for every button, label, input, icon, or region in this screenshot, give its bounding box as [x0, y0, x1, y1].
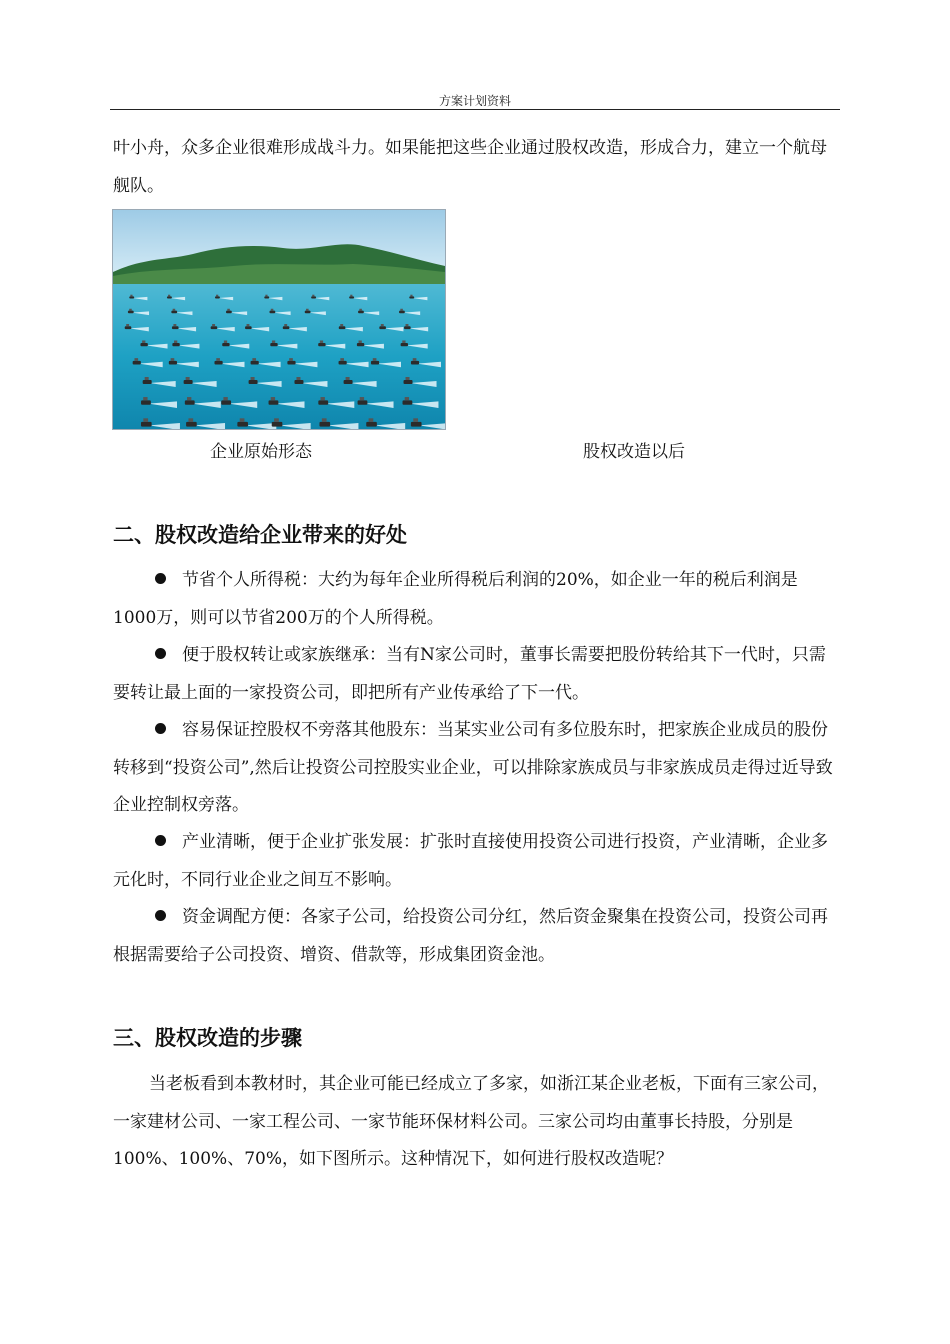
list-item-text: 资金调配方便：各家子公司，给投资公司分红，然后资金聚集在投资公司，投资公司再根据需要给子公司投资、增资、借款等，形成集团资金池。 [113, 907, 828, 965]
caption-after-restructure: 股权改造以后 [583, 442, 685, 462]
bullet-icon [155, 910, 166, 921]
intro-paragraph: 叶小舟，众多企业很难形成战斗力。如果能把这些企业通过股权改造，形成合力，建立一个航母舰队。 [113, 138, 827, 196]
section3-heading: 三、股权改造的步骤 [113, 1026, 302, 1050]
list-item-text: 容易保证控股权不旁落其他股东：当某实业公司有多位股东时，把家族企业成员的股份转移到“投资公司”,然后让投资公司控股实业企业，可以排除家族成员与非家族成员走得过近导致企业控制权旁落。 [113, 720, 833, 815]
header-rule [110, 109, 840, 110]
bullet-icon [155, 835, 166, 846]
caption-original-form: 企业原始形态 [210, 442, 312, 462]
header-title: 方案计划资料 [438, 94, 511, 108]
list-item [113, 899, 840, 974]
list-item-text: 节省个人所得税：大约为每年企业所得税后利润的20%，如企业一年的税后利润是1000万，则可以节省200万的个人所得税。 [113, 570, 798, 628]
list-item [113, 637, 840, 712]
section2-heading: 二、股权改造给企业带来的好处 [113, 523, 407, 547]
bullet-icon [155, 648, 166, 659]
list-item-text: 便于股权转让或家族继承：当有N家公司时，董事长需要把股份转给其下一代时，只需要转让最上面的一家投资公司，即把所有产业传承给了下一代。 [113, 645, 826, 703]
bullet-icon [155, 573, 166, 584]
boats-photo [112, 209, 446, 430]
list-item [113, 824, 840, 899]
bullet-icon [155, 723, 166, 734]
section3-paragraph: 当老板看到本教材时，其企业可能已经成立了多家，如浙江某企业老板，下面有三家公司，一家建材公司、一家工程公司、一家节能环保材料公司。三家公司均由董事长持股，分别是100%、100%、70%，如下图所示。这种情况下，如何进行股权改造呢？ [113, 1074, 829, 1169]
boats-photo-image [113, 210, 445, 429]
list-item [113, 562, 840, 637]
list-item-text: 产业清晰，便于企业扩张发展：扩张时直接使用投资公司进行投资，产业清晰，企业多元化时，不同行业企业之间互不影响。 [113, 832, 828, 890]
list-item [113, 712, 840, 825]
